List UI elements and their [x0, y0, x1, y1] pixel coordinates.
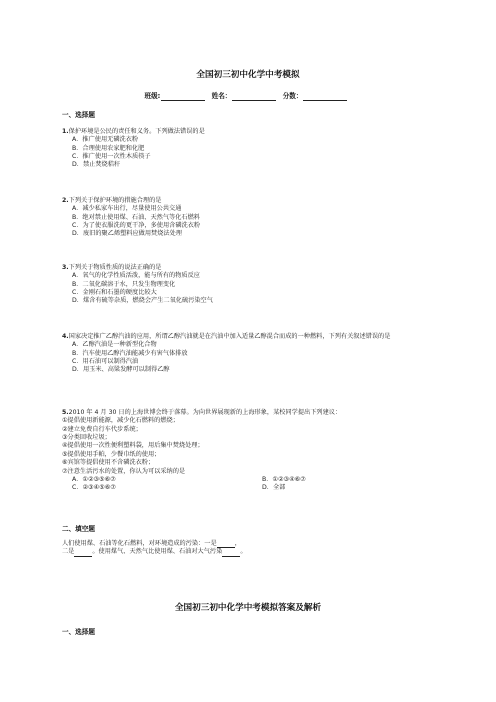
question-4	[62, 333, 442, 375]
option-d: D．煤含有硫等杂质，燃烧会产生二氧化硫污染空气	[72, 297, 213, 305]
fill-text: ，	[234, 540, 241, 547]
option-c: C．用石油可以制得汽油	[72, 358, 139, 366]
answer-title: 全国初三初中化学中考模拟答案及解析	[174, 603, 322, 613]
question-1	[62, 128, 442, 170]
option-c: C．金刚石和石墨的硬度比较大	[72, 289, 157, 297]
question-number: 1.	[62, 128, 69, 135]
question-text: 下列关于保护环境的措施合理的是	[68, 197, 162, 204]
option-a: A．推广使用无磷洗衣粉	[72, 136, 139, 144]
page-title: 全国初三初中化学中考模拟	[196, 70, 300, 80]
suggestion-item: ②建立免费自行车代步系统；	[62, 425, 142, 433]
option-c: C．推广使用一次性木质筷子	[72, 153, 151, 161]
section-heading-answer: 一、选择题	[62, 628, 95, 636]
option-a: A．乙醇汽油是一种新型化合物	[72, 341, 157, 349]
option-b: B．合理使用农家肥和化肥	[72, 144, 145, 152]
option-d: D．全部	[262, 484, 286, 492]
answer-blank[interactable]	[222, 551, 240, 557]
suggestion-item: ⑤提倡使用手帕，少餐巾纸的使用；	[62, 450, 161, 458]
score-label: 分数：	[282, 92, 303, 100]
option-c: C．为了使衣服洗的更干净，多使用含磷洗衣粉	[72, 222, 201, 230]
option-a: A．①②③⑤⑥⑦	[72, 475, 116, 483]
question-number: 5.	[62, 409, 69, 416]
option-c: C．②③④⑤⑥⑦	[72, 484, 116, 492]
student-info-line	[0, 92, 496, 101]
option-a: A．氧气的化学性质活泼，能与所有的物质反应	[72, 272, 200, 280]
suggestion-item: ③分类回收垃圾；	[62, 434, 111, 442]
question-text: 保护环境是公民的责任和义务。下列做法错误的是	[68, 128, 205, 135]
section-heading-fill: 二、填空题	[62, 525, 95, 533]
option-d: D．禁止焚烧秸秆	[72, 161, 121, 169]
option-d: D．用玉米、高粱发酵可以制得乙醇	[72, 366, 170, 374]
fill-text: 人们使用煤、石油等化石燃料，对环境造成的污染：一是	[62, 540, 217, 547]
question-2	[62, 197, 442, 239]
section-heading-choice: 一、选择题	[62, 111, 95, 119]
question-text: 国家决定推广乙醇汽油的应用，所谓乙醇汽油就是在汽油中加入适量乙醇混合而成的一种燃料，下列有关叙述错误的是	[68, 333, 391, 340]
class-label: 班级:	[144, 92, 161, 100]
option-a: A．减少私家车出行，尽量使用公共交通	[72, 205, 182, 213]
option-b: B．①②③④⑥⑦	[262, 475, 306, 483]
class-blank[interactable]	[161, 94, 205, 101]
option-d: D．废旧的聚乙烯塑料应做用焚烧法处理	[72, 230, 182, 238]
name-label: 姓名：	[211, 92, 232, 100]
question-3	[62, 264, 442, 306]
fill-text: 。	[240, 548, 247, 556]
question-text: 2010 年 4 月 30 日的上海世博会终于落幕。为向世界展现新的上海形象，某校同学提出下列建议：	[68, 409, 342, 416]
question-number: 3.	[62, 264, 69, 271]
fill-text: 二是	[62, 548, 75, 556]
suggestion-item: ⑦注意生活污水的处置，你认为可以采纳的是	[62, 467, 186, 475]
suggestion-item: ④提倡使用一次性便利塑料袋，用后集中焚烧处理；	[62, 442, 204, 450]
name-blank[interactable]	[232, 94, 276, 101]
suggestion-item: ①提倡使用新能源，减少化石燃料的燃烧；	[62, 417, 179, 425]
fill-text: 。使用煤气、天然气比使用煤、石油对大气污染	[92, 548, 223, 556]
fill-question	[62, 540, 442, 557]
option-b: B．绝对禁止使用煤、石油、天然气等化石燃料	[72, 213, 200, 221]
suggestion-item: ⑥宾馆等提倡使用不含磷洗衣粉；	[62, 459, 155, 467]
question-number: 4.	[62, 333, 69, 340]
fill-line-2	[62, 548, 442, 556]
answer-blank[interactable]	[74, 551, 92, 557]
question-5	[62, 409, 442, 493]
question-number: 2.	[62, 197, 69, 204]
option-b: B．汽车使用乙醇汽油能减少有害气体排放	[72, 349, 188, 357]
question-text: 下列关于物质性质的说法正确的是	[68, 264, 162, 271]
score-blank[interactable]	[303, 94, 347, 101]
options-grid	[62, 476, 442, 493]
option-b: B．二氧化碳溶于水，只发生物理变化	[72, 280, 176, 288]
